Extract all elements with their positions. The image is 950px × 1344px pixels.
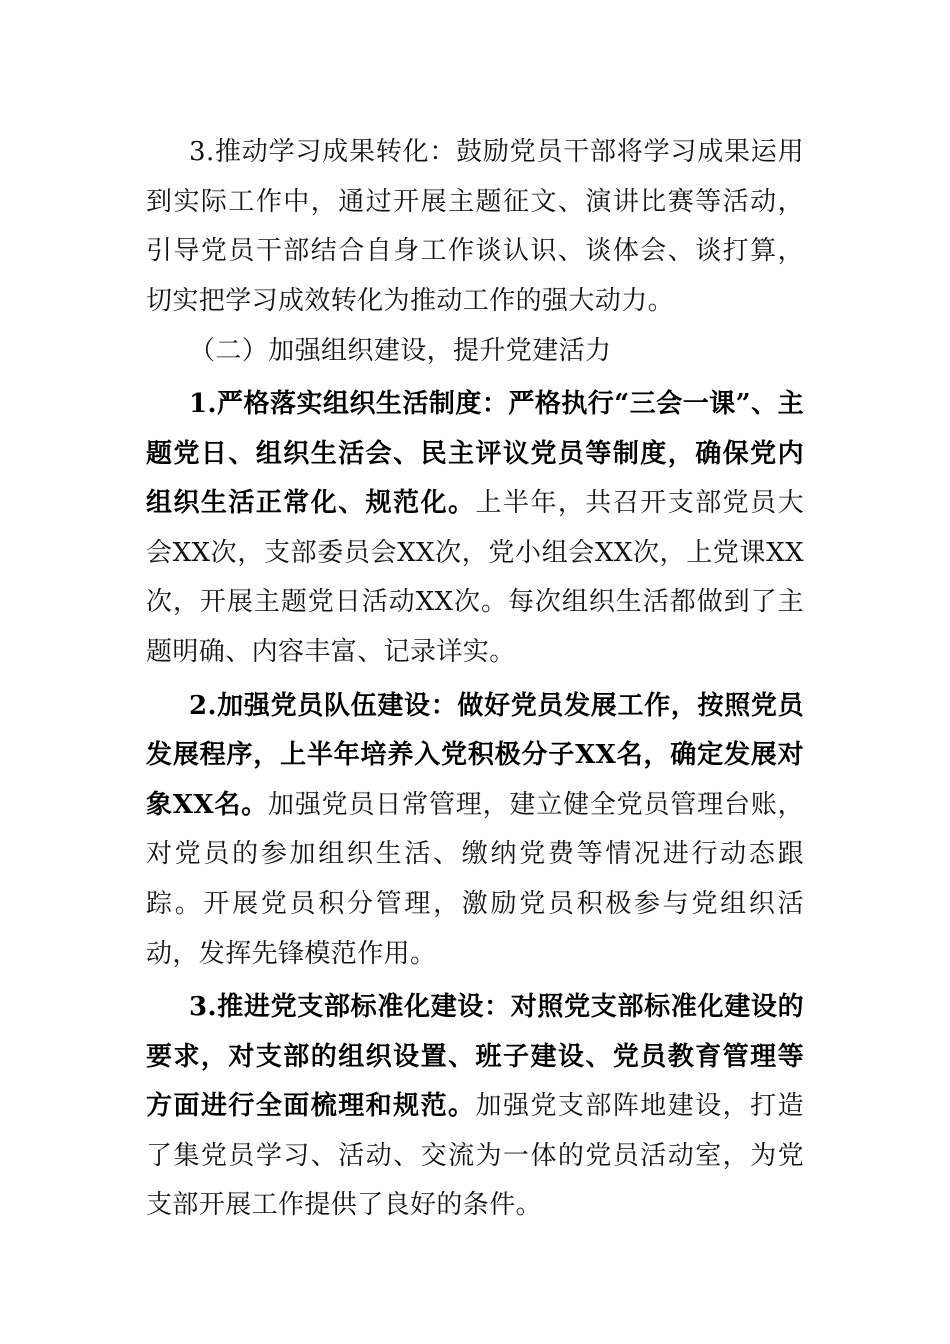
section-heading-text: （二）加强组织建设，提升党建活力 bbox=[189, 336, 612, 367]
paragraph-member-team bbox=[146, 682, 804, 980]
paragraph-learning-results bbox=[146, 128, 804, 326]
section-heading bbox=[146, 327, 804, 377]
paragraph-organization-life bbox=[146, 380, 804, 678]
paragraph-lead-bold: 3.推进党支部标准化建设：对照党支部标准化建设的要求，对支部的组织设置、班子建设、党员教育管理等方面进行全面梳理和规范。 bbox=[146, 992, 804, 1122]
paragraph-text: 加强党员日常管理，建立健全党员管理台账，对党员的参加组织生活、缴纳党费等情况进行动态跟踪。开展党员积分管理，激励党员积极参与党组织活动，发挥先锋模范作用。 bbox=[146, 789, 804, 969]
document-body bbox=[146, 128, 804, 1231]
paragraph-branch-standardization bbox=[146, 983, 804, 1231]
paragraph-text: 上半年，共召开支部党员大会XX次，支部委员会XX次，党小组会XX次，上党课XX次，开展主题党日活动XX次。每次组织生活都做到了主题明确、内容丰富、记录详实。 bbox=[146, 488, 804, 667]
paragraph-text: 加强党支部阵地建设，打造了集党员学习、活动、交流为一体的党员活动室，为党支部开展工作提供了良好的条件。 bbox=[146, 1091, 804, 1221]
paragraph-text: 3.推动学习成果转化：鼓励党员干部将学习成果运用到实际工作中，通过开展主题征文、演讲比赛等活动，引导党员干部结合自身工作谈认识、谈体会、谈打算，切实把学习成效转化为推动工作的强大动力。 bbox=[146, 137, 804, 316]
paragraph-lead-bold: 2.加强党员队伍建设：做好党员发展工作，按照党员发展程序，上半年培养入党积极分子XX名，确定发展对象XX名。 bbox=[146, 690, 804, 820]
paragraph-lead-bold: 1.严格落实组织生活制度：严格执行“三会一课”、主题党日、组织生活会、民主评议党员等制度，确保党内组织生活正常化、规范化。 bbox=[146, 388, 804, 519]
